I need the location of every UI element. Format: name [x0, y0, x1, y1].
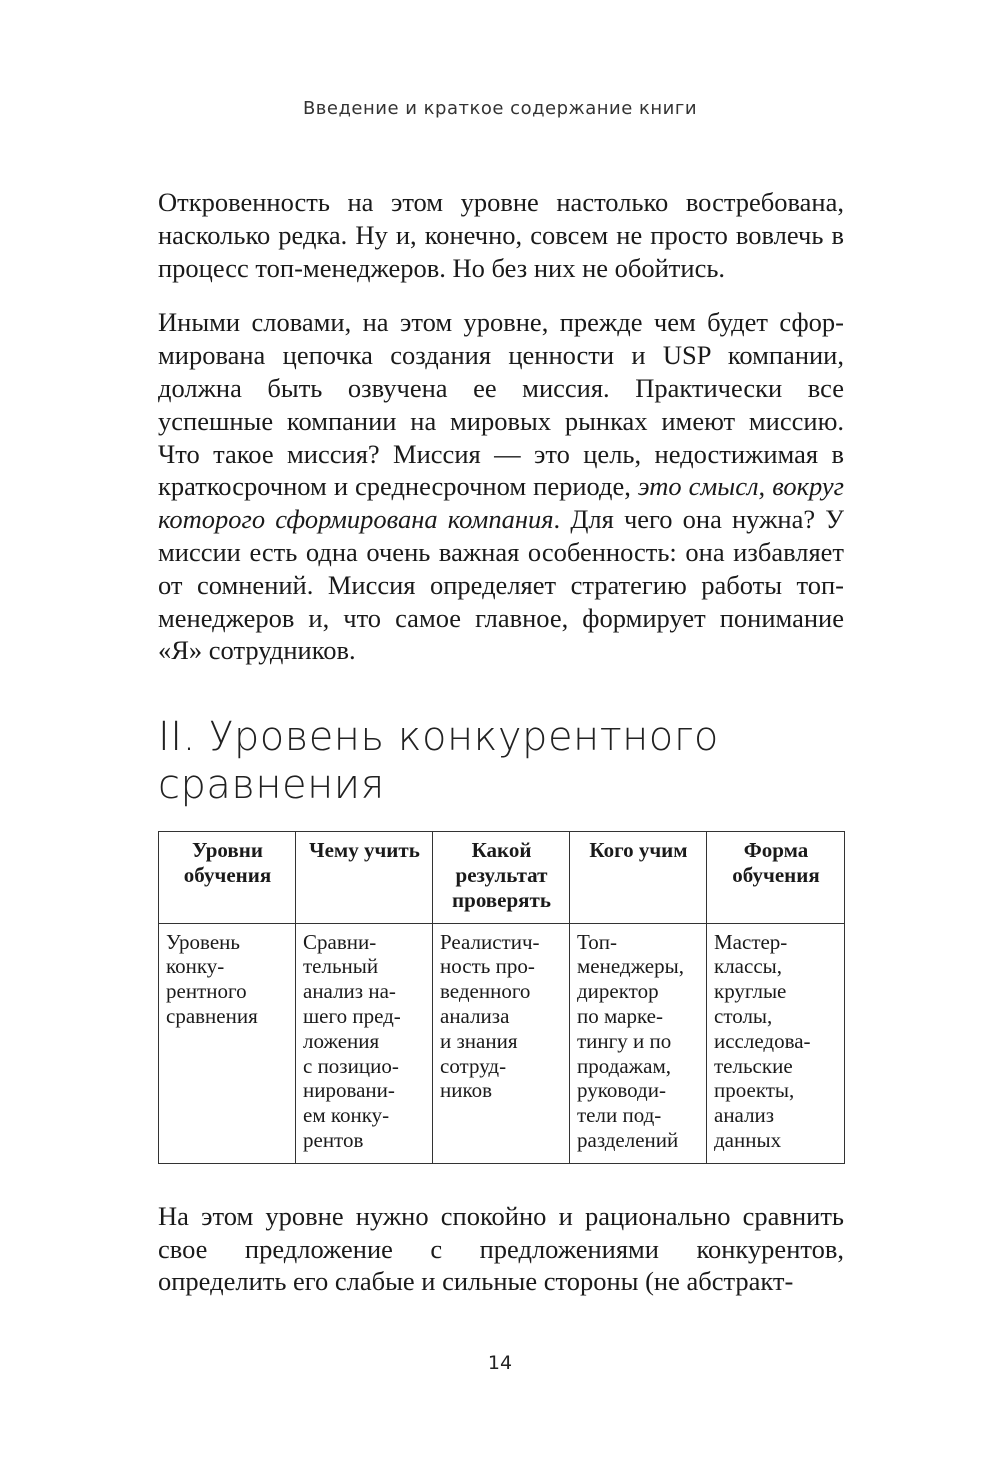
section-heading-line1: II. Уровень конкурентного — [158, 714, 719, 761]
section-heading — [158, 713, 844, 809]
paragraph-candor: Откровенность на этом уровне настолько востребована, насколько редка. Ну и, конечно, совсем не просто вовлечь в процесс топ-менеджеров. Но без них не обойтись. — [158, 187, 844, 283]
cell-line: данных — [714, 1127, 782, 1152]
cell-line: директор — [577, 979, 659, 1004]
cell-line: Уровень — [166, 929, 240, 954]
cell-line: круглые — [714, 979, 787, 1004]
cell-result — [433, 923, 570, 1163]
training-levels-table — [158, 831, 845, 1164]
cell-line: менеджеры, — [577, 954, 684, 979]
section-heading-line2: сравнения — [158, 762, 385, 809]
header-whom — [570, 832, 707, 923]
header-line: обучения — [183, 862, 272, 887]
cell-what-to-teach — [296, 923, 433, 1163]
cell-line: продажам, — [577, 1053, 672, 1078]
cell-form — [707, 923, 845, 1163]
cell-line: Сравни- — [303, 929, 377, 954]
cell-line: конку- — [166, 954, 225, 979]
paragraph-mission-emphasis: это смысл, вокруг которого сформирована компания — [158, 471, 844, 535]
header-form — [707, 832, 845, 923]
cell-line: сотруд- — [440, 1053, 507, 1078]
cell-line: сравнения — [166, 1003, 258, 1028]
cell-line: ников — [440, 1078, 493, 1103]
cell-line: анализа — [440, 1003, 510, 1028]
cell-line: ложения — [303, 1028, 380, 1053]
table-row — [159, 923, 845, 1163]
cell-line: Реалистич- — [440, 929, 540, 954]
paragraph-mission-part1: Иными словами, на этом уровне, прежде чем будет сформирована цепочка создания ценности и USP компании, должна быть озвучена ее миссия. Практически все успешные компании на мировых рынках имеют миссию. Что такое миссия? Миссия — это цель, недостижимая в краткосрочном и среднесрочном периоде, — [158, 307, 844, 502]
cell-whom — [570, 923, 707, 1163]
paragraph-comparison: На этом уровне нужно спокойно и рационально сравнить свое предложение с предложениями конкурентов, определить его слабые и сильные стороны (не абстракт- — [158, 1200, 844, 1297]
cell-line: тельный — [303, 954, 379, 979]
cell-line: классы, — [714, 954, 783, 979]
cell-line: и знания — [440, 1028, 518, 1053]
header-line: Форма — [743, 838, 809, 863]
cell-line: анализ — [714, 1103, 775, 1128]
header-levels — [159, 832, 296, 923]
cell-line: нировани- — [303, 1078, 395, 1103]
cell-line: столы, — [714, 1003, 773, 1028]
cell-line: веденного — [440, 979, 531, 1004]
page-number: 14 — [487, 1352, 513, 1374]
running-header: Введение и краткое содержание книги — [302, 98, 698, 119]
cell-line: руководи- — [577, 1078, 666, 1103]
cell-line: анализ на- — [303, 979, 396, 1004]
paragraph-mission — [158, 306, 844, 667]
cell-line: тельские — [714, 1053, 793, 1078]
cell-line: проекты, — [714, 1078, 795, 1103]
cell-line: по марке- — [577, 1003, 663, 1028]
header-result — [433, 832, 570, 923]
header-what-to-teach — [296, 832, 433, 923]
cell-line: с позицио- — [303, 1053, 399, 1078]
cell-line: Мастер- — [714, 929, 788, 954]
cell-line: тингу и по — [577, 1028, 672, 1053]
header-line: проверять — [452, 887, 551, 912]
header-line: обучения — [732, 862, 820, 887]
cell-line: Топ- — [577, 929, 617, 954]
paragraph-mission-part2: . Для чего она нужна? У миссии есть одна очень важная особенность: она избавляет от сомнений. Миссия определяет стратегию работы топ-менеджеров и, что самое главное, формирует понимание «Я» сотрудников. — [158, 504, 844, 666]
cell-line: рентов — [303, 1127, 364, 1152]
cell-line: исследова- — [714, 1028, 811, 1053]
cell-line: ность про- — [440, 954, 535, 979]
cell-line: шего пред- — [303, 1003, 401, 1028]
header-line: Какой — [471, 838, 532, 863]
cell-line: разделений — [577, 1127, 679, 1152]
cell-level — [159, 923, 296, 1163]
header-line: результат — [455, 862, 548, 887]
page-content — [158, 186, 844, 1320]
header-line: Чему учить — [309, 838, 420, 863]
header-line: Уровни — [192, 838, 263, 863]
cell-line: ем конку- — [303, 1103, 390, 1128]
cell-line: тели под- — [577, 1103, 662, 1128]
table-header-row — [159, 832, 845, 923]
cell-line: рентного — [166, 979, 247, 1004]
header-line: Кого учим — [589, 838, 688, 863]
